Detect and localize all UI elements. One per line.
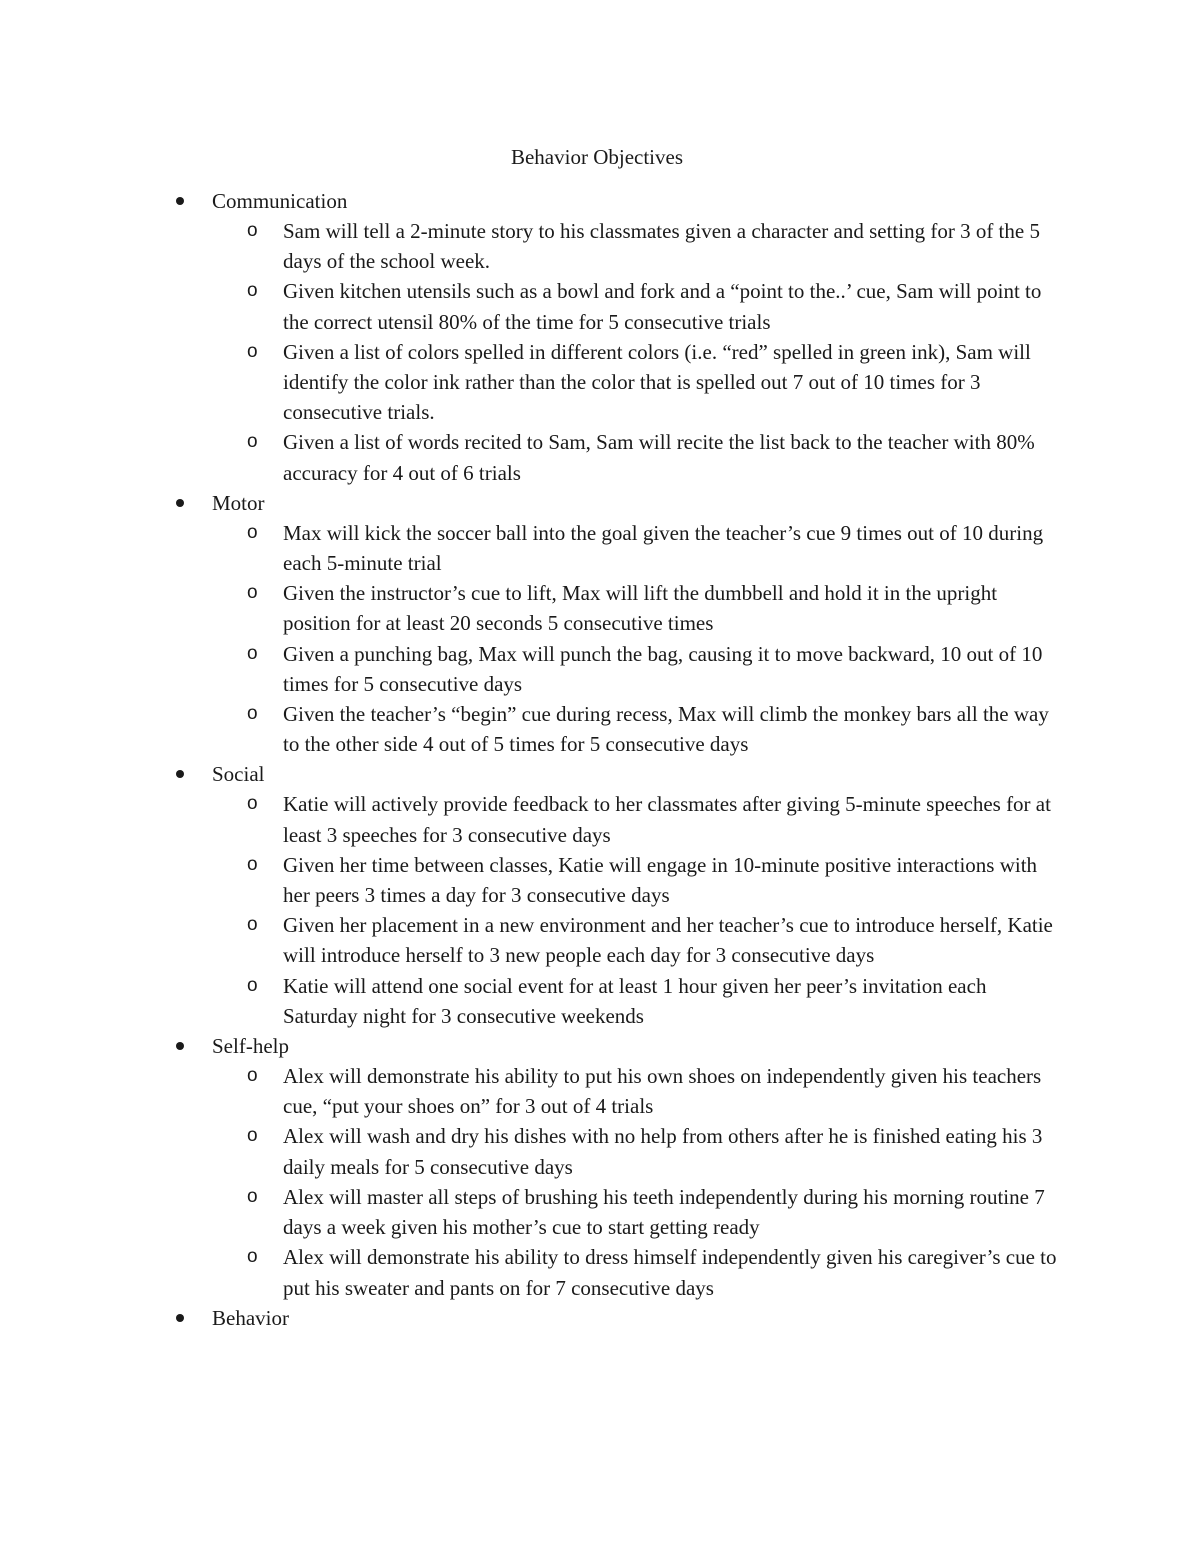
objective-item — [0, 971, 1200, 1031]
section-label: Motor — [212, 490, 265, 515]
objective-list — [0, 789, 1200, 1031]
bullet-icon — [176, 1042, 184, 1050]
section-heading — [0, 759, 1200, 789]
section-self-help — [0, 1031, 1200, 1303]
hollow-bullet-icon: o — [247, 582, 258, 604]
hollow-bullet-icon: o — [247, 280, 258, 302]
bullet-icon — [176, 1314, 184, 1322]
objective-list — [0, 216, 1200, 488]
section-label: Behavior — [212, 1305, 289, 1330]
section-heading — [0, 488, 1200, 518]
section-social — [0, 759, 1200, 1031]
objective-item — [0, 216, 1200, 276]
objective-text: Max will kick the soccer ball into the goal given the teacher’s cue 9 times out of 10 during each 5-minute trial — [283, 520, 1044, 576]
objective-item — [0, 276, 1200, 336]
objective-text: Alex will demonstrate his ability to dress himself independently given his caregiver’s cue to put his sweater and pants on for 7 consecutive days — [283, 1245, 1057, 1300]
objective-text: Given her time between classes, Katie will engage in 10-minute positive interactions with her peers 3 times a day for 3 consecutive days — [283, 852, 1038, 908]
objective-item — [0, 1121, 1200, 1181]
section-heading — [0, 1303, 1200, 1333]
objective-list — [0, 1061, 1200, 1303]
hollow-bullet-icon: o — [247, 914, 258, 936]
objective-item — [0, 699, 1200, 759]
hollow-bullet-icon: o — [247, 1246, 258, 1268]
bullet-icon — [176, 197, 184, 205]
objective-text: Given a list of words recited to Sam, Sam will recite the list back to the teacher with 80% accuracy for 4 out of 6 trials — [283, 430, 1035, 485]
hollow-bullet-icon: o — [247, 703, 258, 725]
section-label: Communication — [212, 189, 348, 213]
objective-item — [0, 1182, 1200, 1242]
hollow-bullet-icon: o — [247, 853, 258, 875]
objective-list — [0, 518, 1200, 760]
objective-item — [0, 427, 1200, 487]
hollow-bullet-icon: o — [247, 340, 258, 362]
hollow-bullet-icon: o — [247, 431, 258, 453]
hollow-bullet-icon: o — [247, 1185, 258, 1207]
objective-text: Katie will attend one social event for at least 1 hour given her peer’s invitation each Saturday night for 3 consecutive weekends — [283, 973, 987, 1028]
section-behavior — [0, 1303, 1200, 1333]
bullet-icon — [176, 770, 184, 778]
objective-item — [0, 337, 1200, 428]
hollow-bullet-icon: o — [247, 793, 258, 815]
objective-text: Given her placement in a new environment and her teacher’s cue to introduce herself, Katie will introduce herself to 3 new people each day for 3 consecutive days — [283, 913, 1053, 968]
hollow-bullet-icon: o — [247, 1065, 258, 1087]
section-label: Social — [212, 762, 265, 787]
objective-text: Given the teacher’s “begin” cue during recess, Max will climb the monkey bars all the way to the other side 4 out of 5 times for 5 consecutive days — [283, 702, 1049, 757]
objective-item — [0, 789, 1200, 849]
hollow-bullet-icon: o — [247, 642, 258, 664]
objective-item — [0, 1242, 1200, 1302]
objective-item — [0, 639, 1200, 699]
objective-text: Katie will actively provide feedback to her classmates after giving 5-minute speeches for at least 3 speeches for 3 consecutive days — [283, 792, 1051, 847]
objective-text: Alex will wash and dry his dishes with no help from others after he is finished eating his 3 daily meals for 5 consecutive days — [283, 1124, 1043, 1179]
hollow-bullet-icon: o — [247, 974, 258, 996]
objective-text: Alex will master all steps of brushing his teeth independently during his morning routine 7 days a week given his mother’s cue to start getting ready — [283, 1184, 1045, 1240]
objective-text: Given a list of colors spelled in different colors (i.e. “red” spelled in green ink), Sam will identify the color ink rather than the color that is spelled out 7 out of 10 times for 3 consecutive trials. — [283, 339, 1031, 425]
bullet-icon — [176, 499, 184, 507]
objective-item — [0, 1061, 1200, 1121]
objective-item — [0, 518, 1200, 578]
objectives-outline — [0, 186, 1200, 1333]
section-communication — [0, 186, 1200, 488]
objective-item — [0, 910, 1200, 970]
hollow-bullet-icon: o — [247, 1125, 258, 1147]
objective-item — [0, 578, 1200, 638]
objective-item — [0, 850, 1200, 910]
objective-text: Alex will demonstrate his ability to put his own shoes on independently given his teachers cue, “put your shoes on” for 3 out of 4 trials — [283, 1064, 1042, 1119]
section-motor — [0, 488, 1200, 760]
objective-text: Given the instructor’s cue to lift, Max will lift the dumbbell and hold it in the upright position for at least 20 seconds 5 consecutive times — [283, 581, 998, 636]
objective-text: Sam will tell a 2-minute story to his classmates given a character and setting for 3 of the 5 days of the school week. — [283, 219, 1040, 274]
document-title: Behavior Objectives — [510, 145, 684, 169]
section-heading — [0, 186, 1200, 216]
objective-text: Given kitchen utensils such as a bowl and fork and a “point to the..’ cue, Sam will point to the correct utensil 80% of the time for 5 consecutive trials — [283, 279, 1042, 334]
objective-text: Given a punching bag, Max will punch the bag, causing it to move backward, 10 out of 10 times for 5 consecutive days — [283, 641, 1043, 696]
section-label: Self-help — [212, 1034, 289, 1059]
hollow-bullet-icon: o — [247, 521, 258, 543]
section-heading — [0, 1031, 1200, 1061]
hollow-bullet-icon: o — [247, 220, 258, 241]
